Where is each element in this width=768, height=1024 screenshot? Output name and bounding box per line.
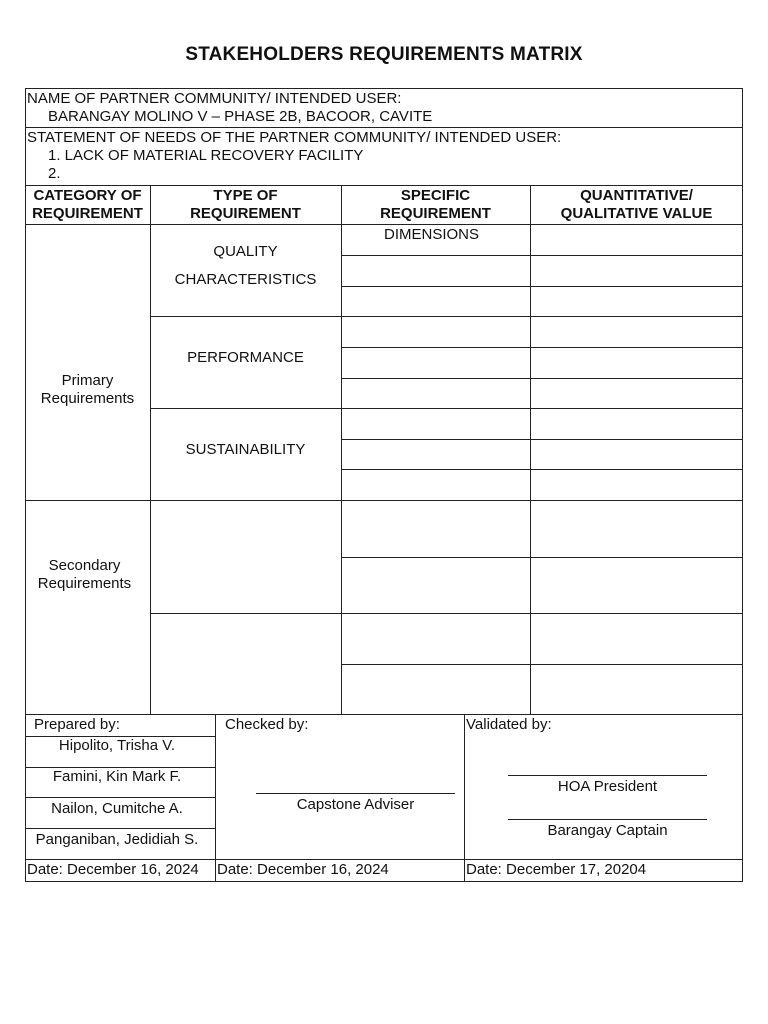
type-quality-line2: CHARACTERISTICS	[174, 271, 317, 288]
needs-item-2: 2.	[48, 165, 61, 182]
needs-item-1: 1. LACK OF MATERIAL RECOVERY FACILITY	[48, 147, 364, 164]
captain-signature-line	[508, 819, 707, 820]
rule-row	[341, 557, 743, 558]
adviser-role: Capstone Adviser	[296, 796, 415, 813]
prepared-label: Prepared by:	[34, 716, 120, 733]
adviser-signature-line	[256, 793, 455, 794]
rule-partner-bottom	[25, 127, 743, 128]
header-value-line1: QUANTITATIVE/	[580, 187, 693, 204]
rule-row	[341, 347, 743, 348]
header-specific-line1: SPECIFIC	[400, 187, 471, 204]
page-title: STAKEHOLDERS REQUIREMENTS MATRIX	[185, 44, 583, 65]
rule-quality-bottom	[150, 316, 743, 317]
validated-label: Validated by:	[466, 716, 552, 733]
rule-row	[341, 469, 743, 470]
rule-needs-bottom	[25, 185, 743, 186]
prepared-name-3: Nailon, Cumitche A.	[51, 800, 183, 817]
rule-row	[341, 255, 743, 256]
primary-category-line1: Primary	[61, 372, 114, 389]
rule-prepared-row	[25, 797, 215, 798]
type-performance: PERFORMANCE	[187, 349, 304, 366]
type-quality-line1: QUALITY	[213, 243, 278, 260]
validated-date: Date: December 17, 20204	[466, 861, 647, 878]
hoa-president-role: HOA President	[557, 778, 658, 795]
rule-col-prepared	[215, 714, 216, 882]
header-category-line1: CATEGORY OF	[33, 187, 142, 204]
rule-primary-bottom	[25, 500, 743, 501]
header-specific-line2: REQUIREMENT	[380, 205, 491, 222]
rule-prepared-row	[25, 828, 215, 829]
primary-category-line2: Requirements	[40, 390, 135, 407]
prepared-date: Date: December 16, 2024	[27, 861, 199, 878]
prepared-name-4: Panganiban, Jedidiah S.	[35, 831, 199, 848]
checked-date: Date: December 16, 2024	[217, 861, 389, 878]
rule-header-bottom	[25, 224, 743, 225]
header-type-line1: TYPE OF	[213, 187, 278, 204]
partner-value: BARANGAY MOLINO V – PHASE 2B, BACOOR, CAVITE	[48, 108, 433, 125]
rule-secondary-mid	[150, 613, 743, 614]
secondary-category-line1: Secondary	[48, 557, 121, 574]
checked-label: Checked by:	[225, 716, 309, 733]
specific-dimensions: DIMENSIONS	[383, 226, 479, 243]
needs-label: STATEMENT OF NEEDS OF THE PARTNER COMMUNITY/ INTENDED USER:	[27, 129, 562, 146]
header-category-line2: REQUIREMENT	[32, 205, 143, 222]
rule-col-type	[341, 185, 342, 714]
header-value-line2: QUALITATIVE VALUE	[560, 205, 713, 222]
barangay-captain-role: Barangay Captain	[547, 822, 668, 839]
header-type-line2: REQUIREMENT	[190, 205, 301, 222]
prepared-name-2: Famini, Kin Mark F.	[52, 768, 182, 785]
rule-col-specific	[530, 185, 531, 714]
rule-row	[341, 664, 743, 665]
rule-date-top	[25, 859, 743, 860]
secondary-category-line2: Requirements	[37, 575, 132, 592]
rule-col-checked	[464, 714, 465, 882]
rule-row	[341, 439, 743, 440]
prepared-name-1: Hipolito, Trisha V.	[58, 737, 176, 754]
rule-row	[341, 378, 743, 379]
rule-performance-bottom	[150, 408, 743, 409]
rule-matrix-bottom	[25, 714, 743, 715]
hoa-signature-line	[508, 775, 707, 776]
partner-label: NAME OF PARTNER COMMUNITY/ INTENDED USER:	[27, 90, 402, 107]
type-sustainability: SUSTAINABILITY	[185, 441, 306, 458]
rule-row	[341, 286, 743, 287]
